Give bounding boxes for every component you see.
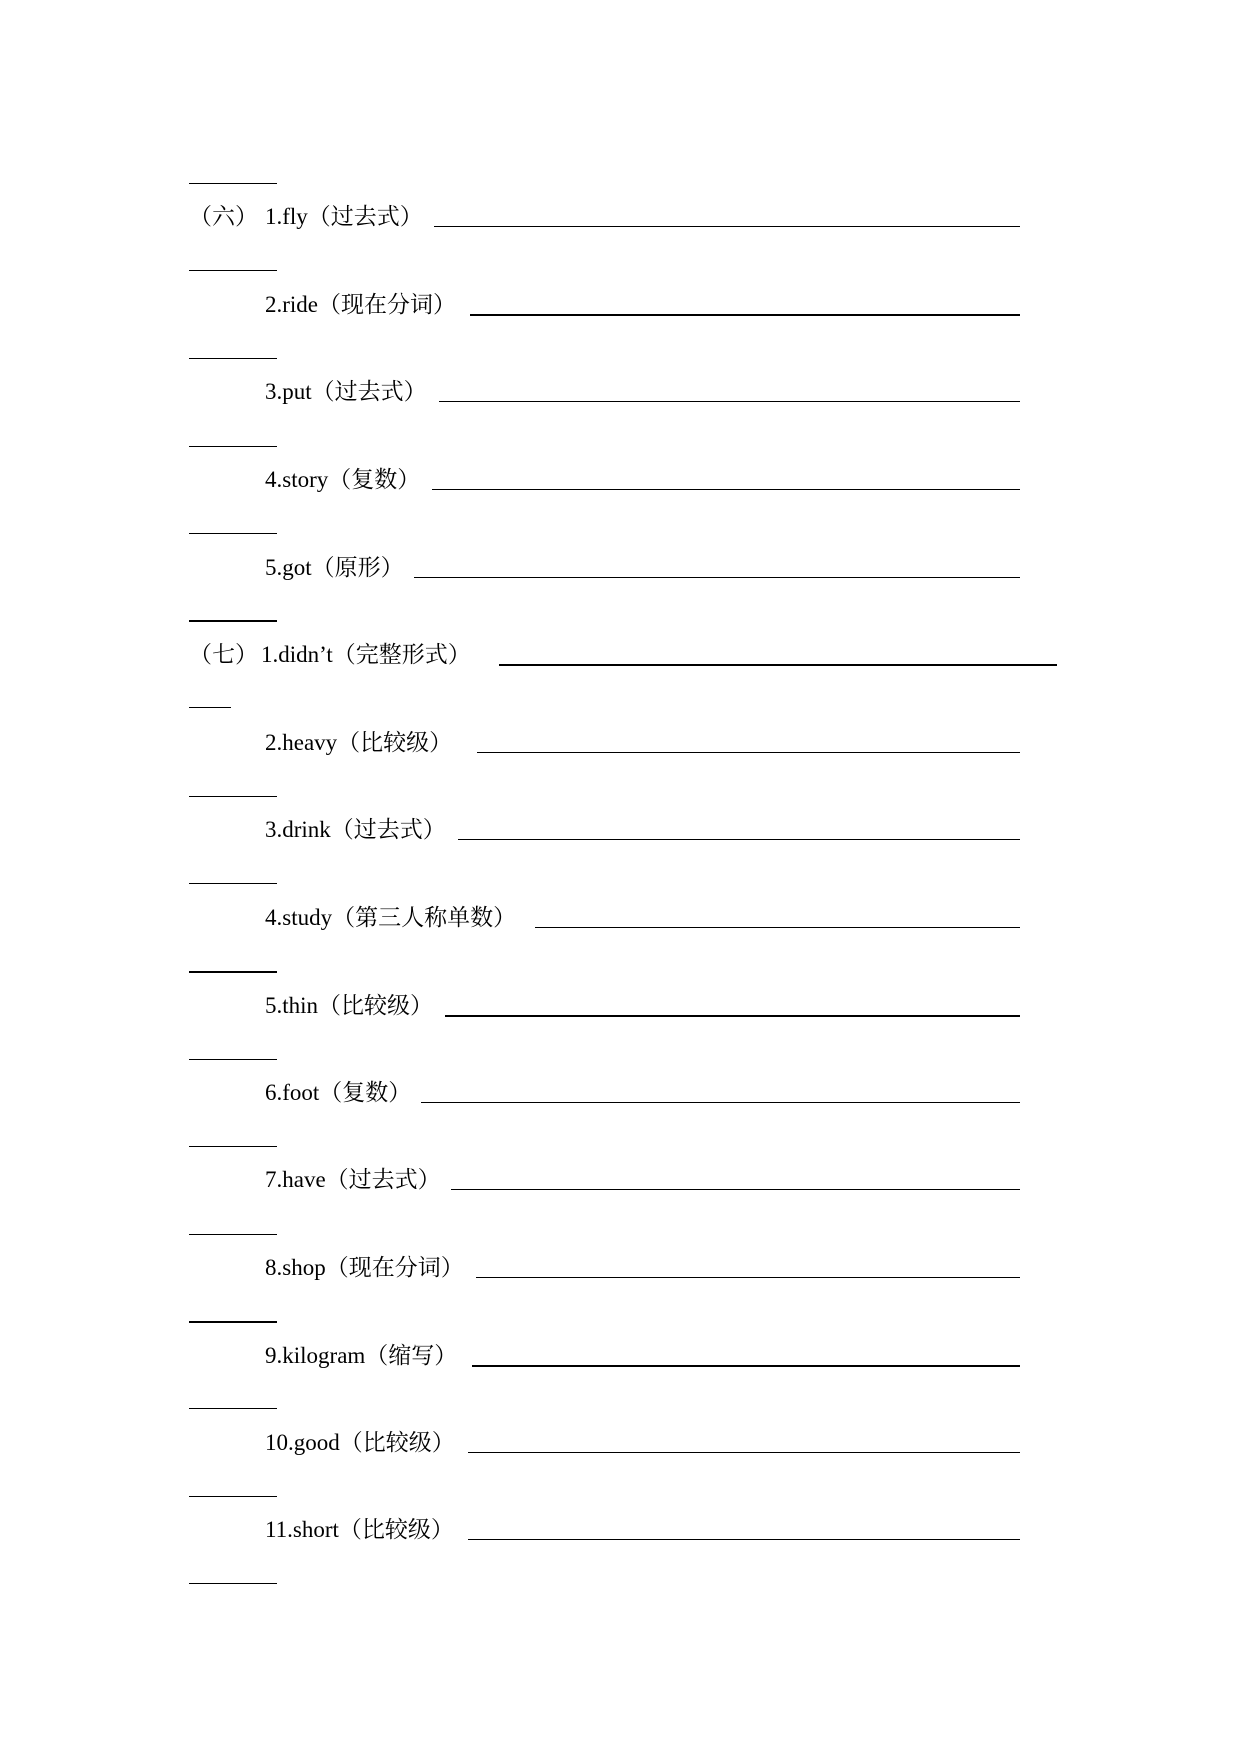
item-prompt: 10.good（比较级）	[265, 1430, 455, 1455]
answer-line[interactable]	[439, 401, 1020, 402]
continuation-line	[189, 446, 277, 447]
answer-line[interactable]	[432, 489, 1020, 490]
section-label-six: （六）	[189, 204, 258, 229]
exercise-seven-item-1	[189, 635, 471, 675]
continuation-line	[189, 796, 277, 797]
item-prompt: 6.foot（复数）	[265, 1080, 412, 1105]
item-prompt: 9.kilogram（缩写）	[265, 1343, 458, 1368]
exercise-seven-item-4	[189, 898, 516, 938]
exercise-six-item-4	[189, 460, 420, 500]
continuation-line	[189, 620, 277, 622]
continuation-line	[189, 1146, 277, 1147]
answer-line[interactable]	[535, 927, 1020, 928]
answer-line[interactable]	[451, 1189, 1020, 1190]
continuation-line	[189, 883, 277, 884]
answer-line[interactable]	[477, 752, 1020, 753]
item-prompt: 1.fly（过去式）	[265, 204, 423, 229]
continuation-line	[189, 1234, 277, 1235]
item-prompt: 11.short（比较级）	[265, 1517, 454, 1542]
answer-line[interactable]	[421, 1102, 1020, 1103]
continuation-line	[189, 1408, 277, 1409]
item-prompt: 5.thin（比较级）	[265, 993, 434, 1018]
exercise-six-item-3	[189, 372, 427, 412]
item-prompt: 2.ride（现在分词）	[265, 292, 457, 317]
answer-line[interactable]	[468, 1539, 1020, 1540]
continuation-line	[189, 1583, 277, 1584]
item-prompt: 1.didn’t（完整形式）	[261, 642, 471, 667]
answer-line[interactable]	[472, 1365, 1020, 1367]
section-label-seven: （七）	[189, 642, 258, 667]
answer-line[interactable]	[434, 226, 1020, 227]
item-prompt: 8.shop（现在分词）	[265, 1255, 464, 1280]
answer-line[interactable]	[499, 664, 1057, 666]
item-prompt: 3.drink（过去式）	[265, 817, 446, 842]
answer-line[interactable]	[445, 1015, 1020, 1017]
exercise-seven-item-10	[189, 1423, 455, 1463]
exercise-seven-item-11	[189, 1510, 454, 1550]
answer-line[interactable]	[414, 577, 1020, 578]
answer-line[interactable]	[458, 839, 1020, 840]
exercise-seven-item-8	[189, 1248, 464, 1288]
answer-line[interactable]	[476, 1277, 1020, 1278]
exercise-seven-item-5	[189, 986, 433, 1026]
answer-line[interactable]	[470, 314, 1020, 316]
continuation-line	[189, 270, 277, 271]
continuation-line	[189, 1059, 277, 1060]
continuation-line	[189, 707, 231, 708]
exercise-six-item-5	[189, 548, 404, 588]
exercise-seven-item-6	[189, 1073, 411, 1113]
exercise-seven-item-3	[189, 810, 446, 850]
continuation-line	[189, 358, 277, 359]
item-prompt: 4.story（复数）	[265, 467, 421, 492]
exercise-six-item-1	[189, 197, 423, 237]
exercise-six-item-2	[189, 285, 456, 325]
answer-line[interactable]	[468, 1452, 1020, 1453]
item-prompt: 2.heavy（比较级）	[265, 730, 453, 755]
continuation-line	[189, 971, 277, 973]
item-prompt: 7.have（过去式）	[265, 1167, 441, 1192]
exercise-seven-item-9	[189, 1336, 457, 1376]
continuation-line	[189, 1321, 277, 1323]
exercise-seven-item-7	[189, 1160, 441, 1200]
item-prompt: 4.study（第三人称单数）	[265, 905, 517, 930]
continuation-line	[189, 183, 277, 184]
continuation-line	[189, 1496, 277, 1497]
continuation-line	[189, 533, 277, 534]
item-prompt: 5.got（原形）	[265, 555, 404, 580]
item-prompt: 3.put（过去式）	[265, 379, 427, 404]
exercise-seven-item-2	[189, 723, 452, 763]
